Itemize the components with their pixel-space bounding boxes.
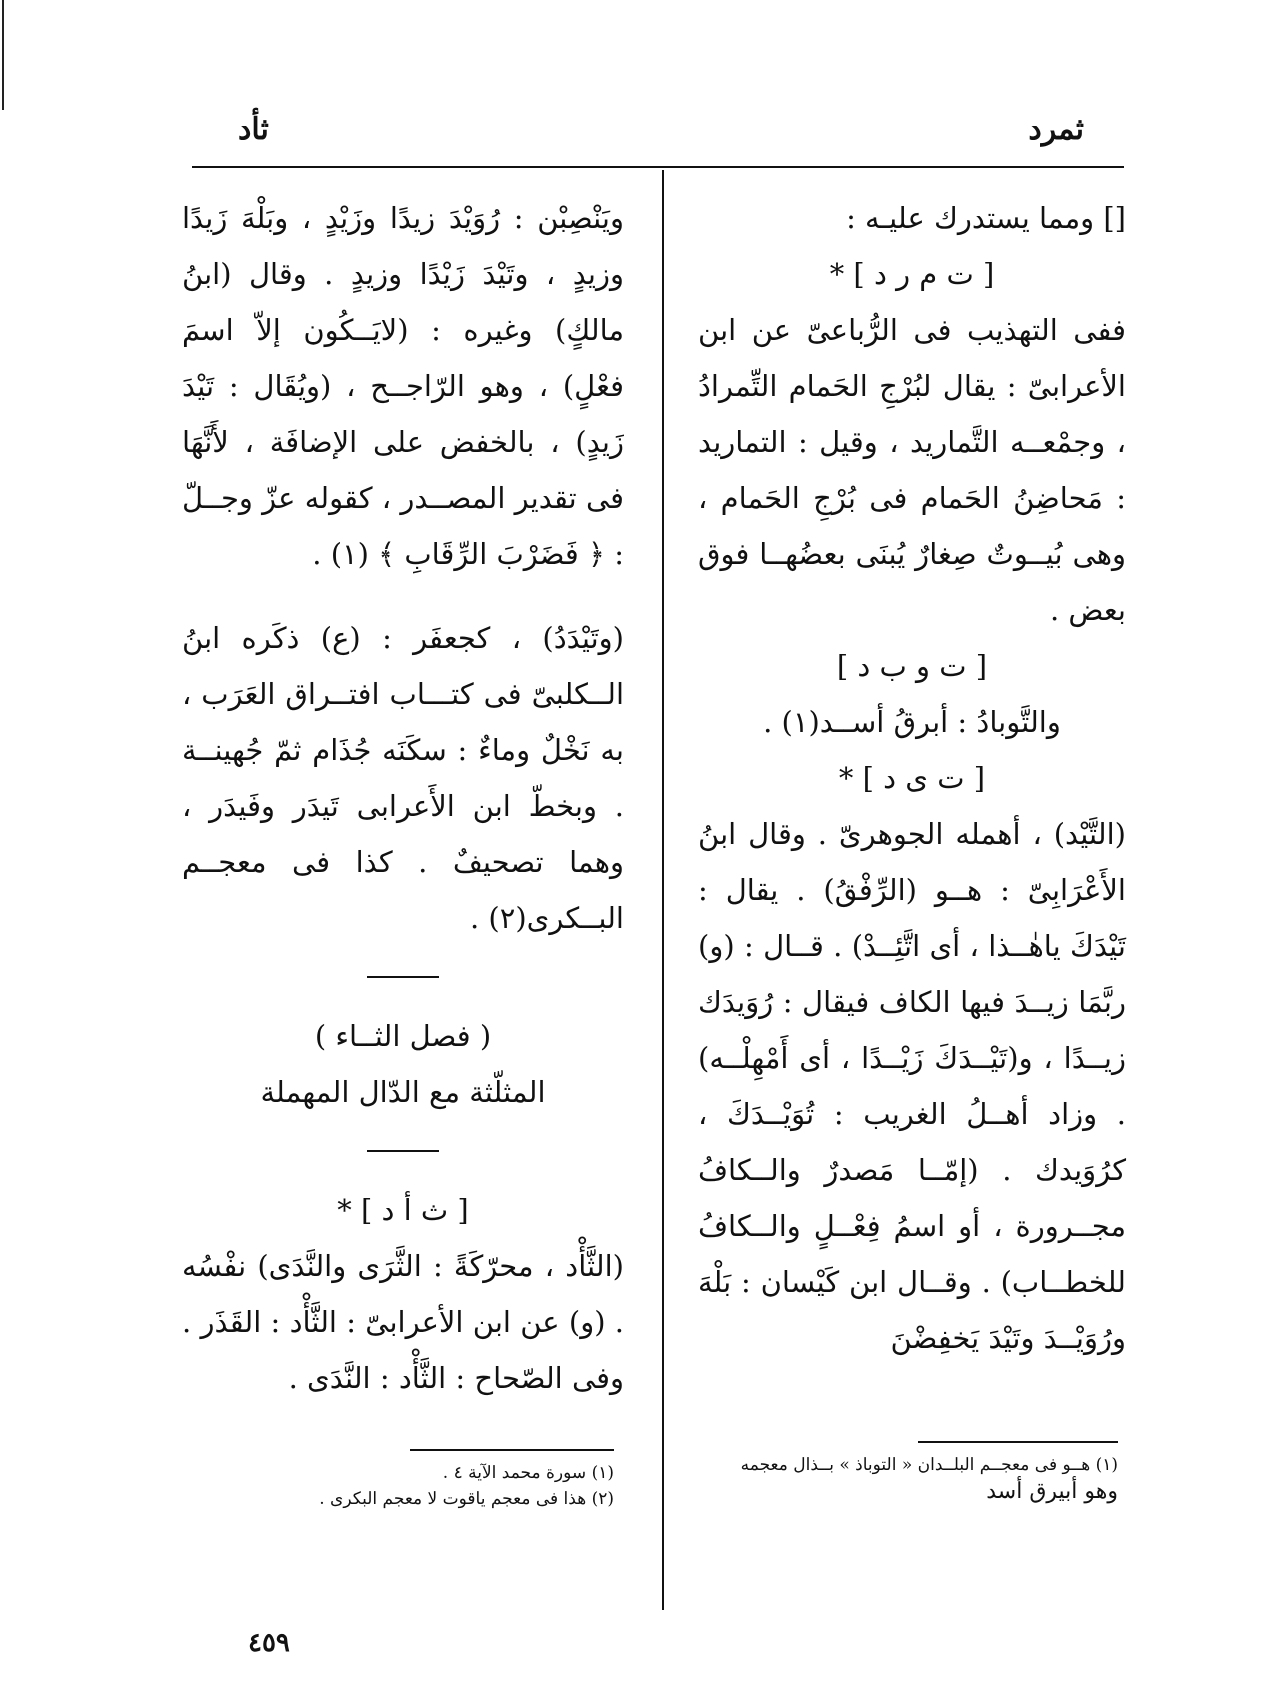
entry-paragraph: ويَنْصِبْن : رُوَيْدَ زيدًا وزَيْدٍ ، وبَلْهَ زَيدًا وزيدٍ ، وتَيْدَ زَيْدًا وزيدٍ . وقال (ابنُ مالكٍ) وغيره : (لايَــكُون إلاّ اسمَ فعْلٍ) ، وهو الرّاجــح ، (ويُقَال : تَيْدَ زَيدٍ) ، بالخفض على الإضافَة ، لأَنَّهَا فى تقدير المصــدر ، كقوله عزّ وجــلّ : ﴿ فَضَرْبَ الرِّقَابِ ﴾ (١) . (182, 201, 624, 571)
footnote-left-2: (٢) هذا فى معجم ياقوت لا معجم البكرى . (319, 1489, 614, 1509)
entry-heading: [ ت م ر د ] * (829, 257, 995, 291)
footnote-right-1-continued: وهو أبيرق أسد (986, 1479, 1118, 1504)
entry-paragraph: (الثَّأْد ، محرّكَةً : الثَّرَى والنَّدَى) نفْسُه . (و) عن ابن الأعرابىّ : الثَّأْد : القَذَر . وفى الصّحاح : الثَّأْد : النَّدَى . (182, 1249, 624, 1395)
header-right-word: ثمرد (1028, 112, 1084, 147)
footnotes-right (700, 1452, 1118, 1506)
scan-edge-mark (2, 0, 4, 110)
entry-paragraph: [] ومما يستدرك عليـه : (846, 201, 1126, 235)
right-column (698, 190, 1126, 1366)
entry-paragraph: (وتَيْدَدُ) ، كجعفَر : (ع) ذكَره ابنُ الــكلبىّ فى كتـــاب افتــراق العَرَب ، به نَخْلٌ وماءٌ : سكَنَه جُذَام ثمّ جُهينــة . وبخطّ ابن الأَعرابى تَيدَر وفَيدَر ، وهما تصحيفٌ . كذا فى معجــم البــكرى(٢) . (182, 621, 624, 935)
entry-heading: ( فصل الثــاء ) (314, 1019, 492, 1053)
left-column (182, 190, 624, 1406)
header-rule (192, 166, 1124, 168)
column-divider (662, 170, 664, 1610)
entry-heading: [ ث أ د ] * (337, 1193, 469, 1227)
page-number: ٤٥٩ (248, 1628, 290, 1658)
entry-heading: [ ت ى د ] * (838, 761, 986, 795)
entry-heading: [ ت و ب د ] (836, 649, 988, 683)
entry-paragraph: ففى التهذيب فى الرُّباعىّ عن ابن الأعرابىّ : يقال لبُرْجِ الحَمام التِّمرادُ ، وجمْعــه التَّماريد ، وقيل : التماريد : مَحاضِنُ الحَمام فى بُرْجِ الحَمام ، وهى بُيــوتٌ صِغارٌ يُبنَى بعضُهــا فوق بعض . (698, 313, 1126, 627)
footnote-left-1: (١) سورة محمد الآية ٤ . (442, 1463, 614, 1483)
entry-heading: المثلّثة مع الدّال المهملة (260, 1075, 546, 1109)
header-left-word: ثأد (238, 112, 269, 147)
entry-paragraph: (التَّيْد) ، أهمله الجوهرىّ . وقال ابنُ الأَعْرَابِىّ : هــو (الرِّفْقُ) . يقال : تَيْدَكَ ياهٰــذا ، أى اتَّئِــدْ) . قــال : (و) ربَّمَا زيــدَ فيها الكاف فيقال : رُوَيدَك زيــدًا ، و(تَيْــدَكَ زَيْــدًا ، أى أَمْهِلْــه) . وزاد أهــلُ الغريب : تُوَيْــدَكَ ، كرُوَيدك . (إمّــا مَصدرٌ والــكافُ مجــرورة ، أو اسمُ فِعْــلٍ والــكافُ للخطــاب) . وقــال ابن كَيْسان : بَلْهَ ورُوَيْــدَ وتَيْدَ يَخفِضْنَ (698, 817, 1126, 1355)
footnote-rule-right (918, 1441, 1118, 1443)
section-rule (367, 1150, 439, 1152)
footnotes-left (300, 1460, 614, 1512)
section-rule (367, 976, 439, 978)
footnote-rule-left (410, 1449, 614, 1451)
entry-heading: والتَّوبادُ : أبرقُ أســد(١) . (763, 705, 1061, 739)
footnote-right-1: (١) هــو فى معجــم البلــدان « التوباذ » بــذال معجمه (740, 1455, 1118, 1475)
